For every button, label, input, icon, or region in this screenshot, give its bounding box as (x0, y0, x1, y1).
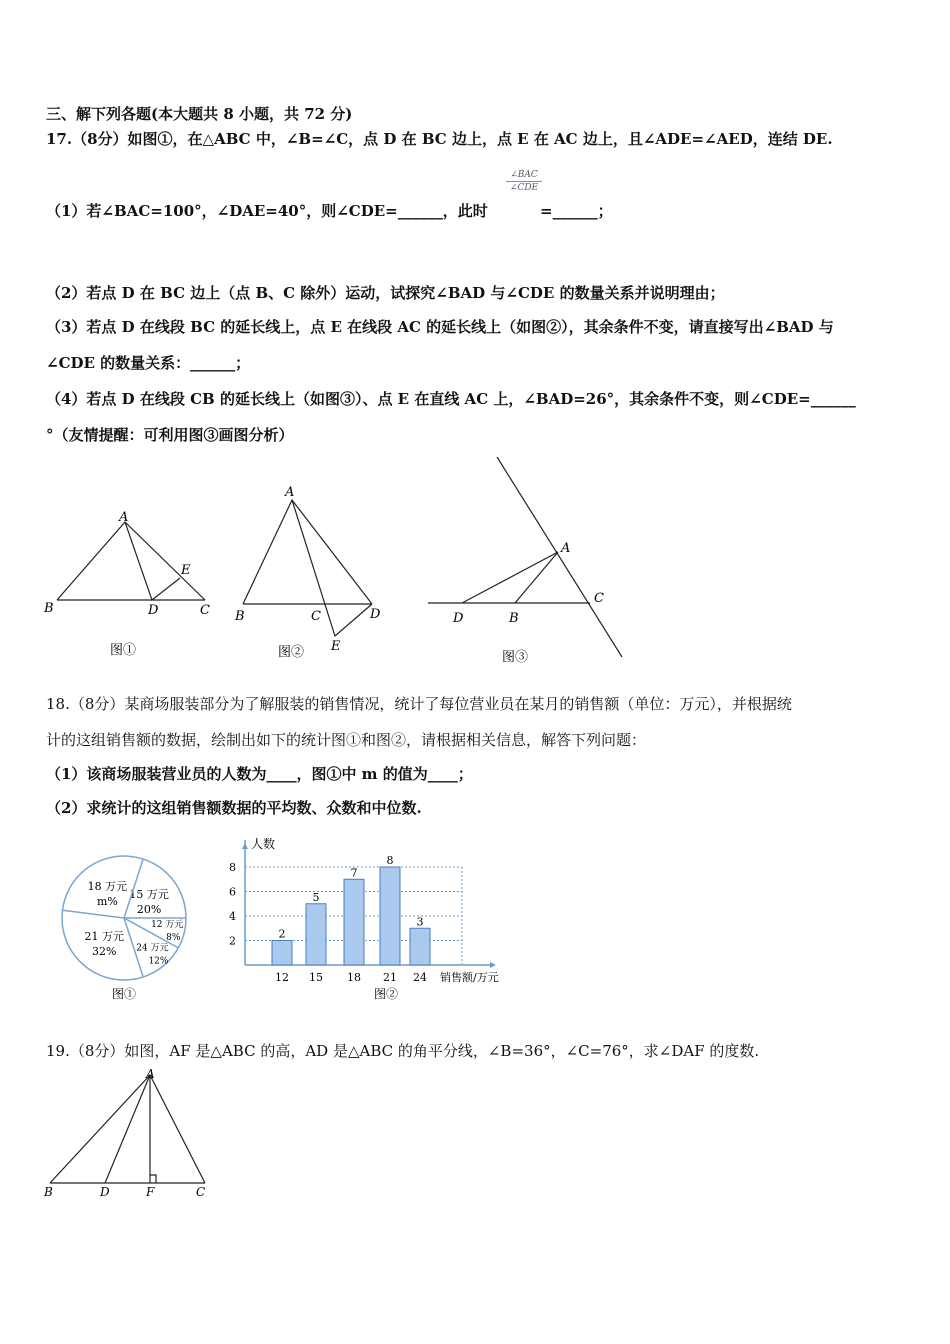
fraction-denominator: ∠CDE (509, 183, 539, 193)
fig3-label-a: A (561, 541, 571, 556)
pie-slice-percent: 32% (92, 944, 117, 958)
bar-value-label: 2 (278, 927, 286, 941)
section-title: 三、解下列各题(本大题共 8 小题，共 72 分) (46, 105, 353, 123)
y-tick-label: 2 (229, 934, 236, 948)
bar (380, 867, 400, 965)
q17-part3-cont: ∠CDE 的数量关系：______； (46, 354, 251, 372)
q17-stem: 17.（8分）如图①，在△ABC 中，∠B=∠C，点 D 在 BC 边上，点 E 在 AC 边上，且∠ADE=∠AED，连结 DE. (46, 130, 833, 148)
q19-label-a: A (146, 1067, 155, 1081)
fig2-caption: 图② (278, 645, 305, 660)
q17-part4-cont: °（友情提醒：可利用图③画图分析） (46, 426, 294, 444)
fig3-caption: 图③ (502, 650, 529, 665)
q19-stem: 19.（8分）如图，AF 是△ABC 的高，AD 是△ABC 的角平分线，∠B=36°，∠C=76°，求∠DAF 的度数. (46, 1042, 760, 1060)
q19-figure (0, 0, 240, 1210)
fig2-label-d: D (370, 607, 381, 622)
q18-part1: （1）该商场服装营业员的人数为____，图①中 m 的值为____； (46, 765, 473, 783)
x-axis-label: 销售额/万元 (440, 971, 499, 984)
q19-label-b: B (44, 1185, 53, 1199)
y-tick-label: 8 (229, 861, 236, 874)
fraction-numerator: ∠BAC (510, 170, 538, 180)
fig3-label-d: D (453, 611, 464, 626)
pie-slice-percent: 12% (148, 956, 169, 967)
pie-slice-percent: 8% (166, 933, 181, 944)
x-tick-label: 12 (275, 971, 289, 984)
q17-part1-tail: =______； (540, 202, 613, 220)
q17-part1: （1）若∠BAC=100°，∠DAE=40°，则∠CDE=______，此时 (46, 202, 488, 220)
q18-part2: （2）求统计的这组销售额数据的平均数、众数和中位数. (46, 799, 422, 817)
y-axis-label: 人数 (251, 837, 276, 851)
pie-slice-label: 18 万元 (87, 879, 128, 893)
pie-slice-label: 15 万元 (129, 887, 169, 901)
bar (344, 879, 364, 965)
q17-part2: （2）若点 D 在 BC 边上（点 B、C 除外）运动，试探究∠BAD 与∠CDE 的数量关系并说明理由； (46, 284, 725, 302)
q17-part4: （4）若点 D 在线段 CB 的延长线上（如图③）、点 E 在直线 AC 上，∠BAD=26°，其余条件不变，则∠CDE=______ (46, 390, 856, 408)
x-tick-label: 15 (309, 971, 323, 984)
q18-stem-cont: 计的这组销售额的数据，绘制出如下的统计图①和图②，请根据相关信息，解答下列问题： (46, 731, 647, 749)
bar (410, 928, 430, 965)
q17-part3: （3）若点 D 在线段 BC 的延长线上，点 E 在线段 AC 的延长线上（如图②），其余条件不变，请直接写出∠BAD 与 (46, 318, 834, 336)
fig2-label-c: C (311, 609, 321, 624)
q19-label-c: C (196, 1185, 206, 1199)
fig3-label-b: B (509, 611, 519, 626)
pie-caption: 图① (112, 987, 137, 1001)
fig2-label-a: A (285, 485, 295, 500)
y-tick-label: 4 (229, 910, 236, 923)
bar (306, 904, 326, 965)
x-tick-label: 21 (383, 971, 397, 984)
q18-stem: 18.（8分）某商场服装部分为了解服装的销售情况，统计了每位营业员在某月的销售额（单位：万元），并根据统 (46, 695, 792, 713)
fig1-caption: 图① (110, 643, 137, 658)
q19-label-d: D (100, 1185, 110, 1199)
fig3-label-c: C (594, 591, 604, 606)
q19-label-f: F (146, 1185, 155, 1199)
fig1-label-b: B (44, 601, 54, 616)
bar-value-label: 8 (386, 854, 394, 867)
bar (272, 941, 292, 966)
pie-slice-percent: 20% (136, 902, 162, 916)
pie-slice-percent: m% (96, 894, 118, 908)
bar-value-label: 7 (350, 866, 358, 880)
bar-caption: 图② (374, 987, 399, 1001)
bar-value-label: 5 (312, 890, 320, 904)
bar-value-label: 3 (416, 915, 424, 929)
fig1-label-e: E (181, 563, 191, 578)
fig1-label-c: C (200, 603, 210, 618)
pie-slice-label: 21 万元 (84, 929, 124, 943)
fig1-label-a: A (119, 510, 129, 525)
fig2-label-b: B (235, 609, 245, 624)
fig1-label-d: D (148, 603, 159, 618)
x-tick-label: 24 (413, 971, 427, 984)
pie-slice-label: 24 万元 (136, 943, 169, 954)
x-tick-label: 18 (347, 971, 361, 984)
y-tick-label: 6 (229, 885, 236, 899)
pie-slice-label: 12 万元 (151, 920, 184, 931)
fig2-label-e: E (331, 639, 341, 654)
